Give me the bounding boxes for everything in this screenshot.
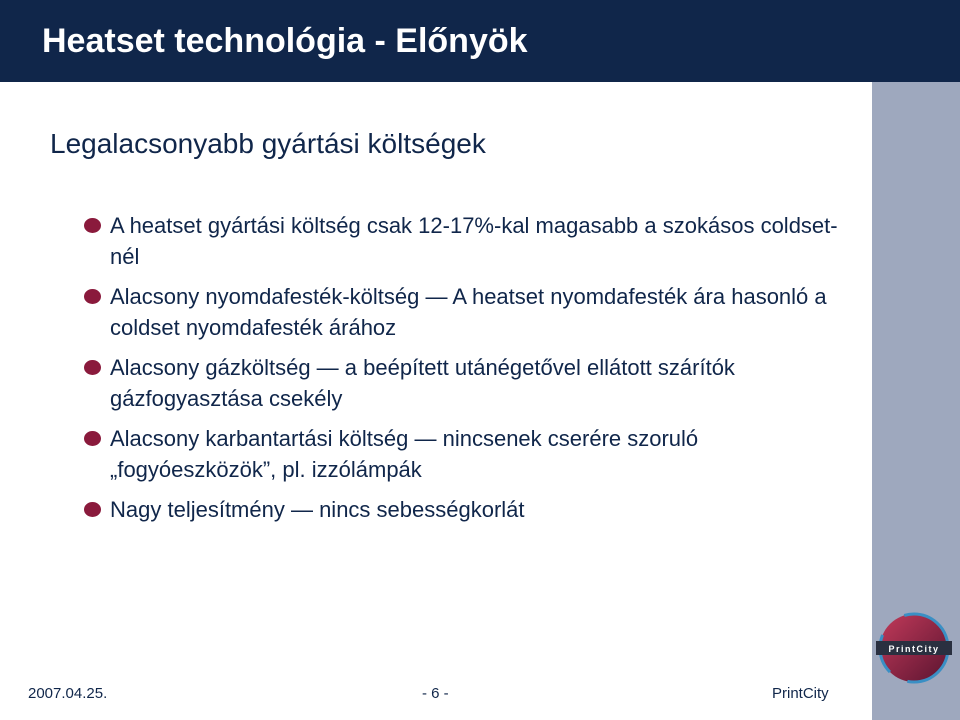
printcity-logo-icon xyxy=(874,608,954,688)
slide-title: Heatset technológia - Előnyök xyxy=(42,22,528,60)
bullet-text: Nagy teljesítmény — nincs sebességkorlát xyxy=(110,497,525,522)
footer-brand: PrintCity xyxy=(772,685,829,702)
bullet-item xyxy=(90,423,850,485)
bullet-text: Alacsony karbantartási költség — nincsenek cserére szoruló „fogyóeszközök”, pl. izzólámpák xyxy=(110,426,699,482)
bullet-item xyxy=(90,494,850,525)
bullet-dot-icon xyxy=(84,218,101,233)
bullet-dot-icon xyxy=(84,289,101,304)
bullet-text: A heatset gyártási költség csak 12-17%-kal magasabb a szokásos coldset-nél xyxy=(110,213,838,269)
bullet-text: Alacsony nyomdafesték-költség — A heatset nyomdafesték ára hasonló a coldset nyomdafesték árához xyxy=(110,284,827,340)
bullet-dot-icon xyxy=(84,431,101,446)
bullet-item xyxy=(90,281,850,343)
title-bar xyxy=(0,0,960,82)
footer-page-number: - 6 - xyxy=(422,685,449,702)
bullet-item xyxy=(90,352,850,414)
slide-subtitle: Legalacsonyabb gyártási költségek xyxy=(50,128,486,159)
bullet-item xyxy=(90,210,850,272)
logo-text: PrintCity xyxy=(888,644,940,654)
footer-date: 2007.04.25. xyxy=(28,685,108,702)
bullet-text: Alacsony gázköltség — a beépített utánégetővel ellátott szárítók gázfogyasztása csekély xyxy=(110,355,735,411)
bullet-list xyxy=(90,210,850,534)
bullet-dot-icon xyxy=(84,360,101,375)
bullet-dot-icon xyxy=(84,502,101,517)
